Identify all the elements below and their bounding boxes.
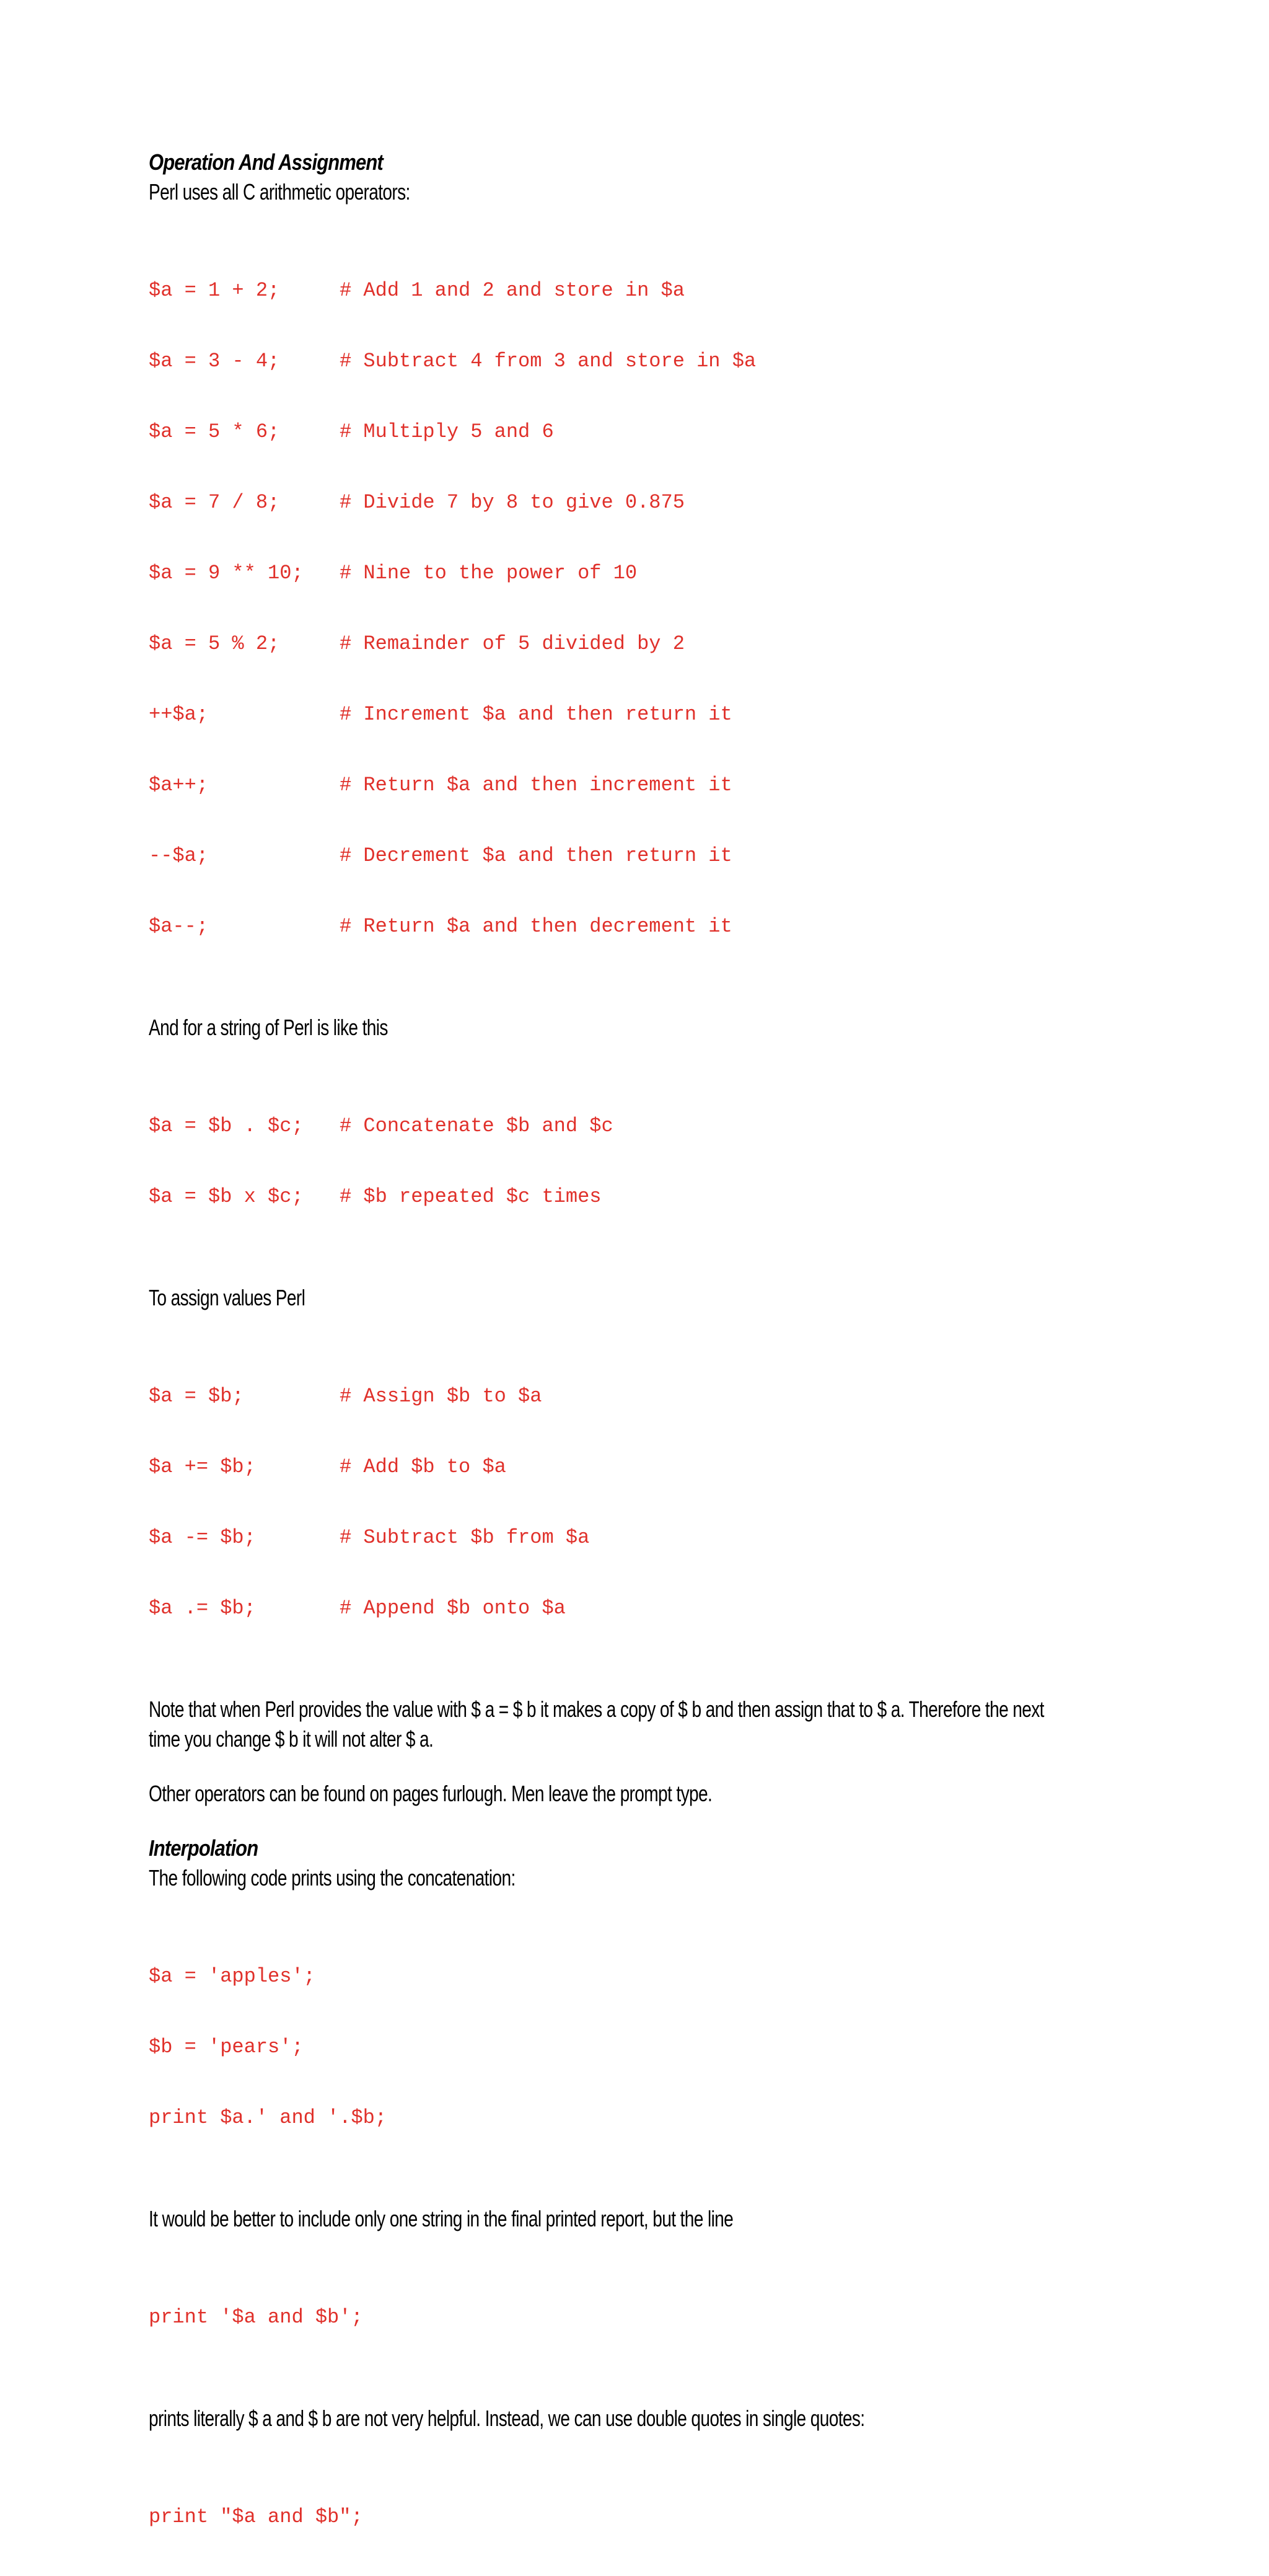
other-operators-note: Other operators can be found on pages furlough. Men leave the prompt type. (149, 1781, 713, 1806)
code-statement: $a -= $b; (149, 1526, 256, 1549)
code-line (149, 774, 1165, 797)
code-statement: ++$a; (149, 703, 209, 726)
code-line (149, 632, 1165, 656)
interpolation-intro: The following code prints using the concatenation: (149, 1865, 516, 1890)
code-comment: # Multiply 5 and 6 (340, 420, 554, 443)
code-line (149, 491, 1165, 514)
better-string-note: It would be better to include only one string in the final printed report, but the line (149, 2206, 734, 2231)
code-line (149, 562, 1165, 585)
code-statement: $a = $b; (149, 1385, 244, 1408)
code-comment: # Concatenate $b and $c (340, 1114, 613, 1137)
code-line: print $a.' and '.$b; (149, 2106, 387, 2129)
code-line (149, 1455, 1165, 1479)
code-line (149, 420, 1165, 444)
code-line (149, 703, 1165, 726)
code-comment: # Subtract 4 from 3 and store in $a (340, 350, 757, 373)
code-line: print "$a and $b"; (149, 2505, 363, 2528)
code-comment: # Decrement $a and then return it (340, 844, 732, 867)
code-line (149, 844, 1165, 868)
double-quote-code-block (149, 2458, 1165, 2576)
code-statement: $a = 1 + 2; (149, 279, 280, 302)
code-line (149, 915, 1165, 938)
code-statement: $a = 3 - 4; (149, 350, 280, 373)
code-statement: $a = $b . $c; (149, 1114, 304, 1137)
section-heading-interpolation: Interpolation (149, 1835, 258, 1861)
code-statement: $a = 5 % 2; (149, 632, 280, 655)
code-statement: $a++; (149, 774, 209, 796)
concatenation-code-block (149, 1918, 1165, 2177)
code-statement: $a = 7 / 8; (149, 491, 280, 514)
document-content (149, 148, 1165, 2576)
code-line (149, 279, 1165, 302)
string-ops-intro: And for a string of Perl is like this (149, 1015, 388, 1040)
code-comment: # Assign $b to $a (340, 1385, 542, 1408)
assign-intro: To assign values Perl (149, 1285, 305, 1310)
code-statement: $a .= $b; (149, 1597, 256, 1620)
code-comment: # Add $b to $a (340, 1455, 506, 1478)
code-comment: # Add 1 and 2 and store in $a (340, 279, 685, 302)
code-line (149, 1385, 1165, 1408)
code-comment: # Return $a and then increment it (340, 774, 732, 796)
code-statement: --$a; (149, 844, 209, 867)
code-line (149, 1526, 1165, 1550)
code-statement: $a = 9 ** 10; (149, 562, 304, 584)
code-comment: # Remainder of 5 divided by 2 (340, 632, 685, 655)
code-statement: $a = 5 * 6; (149, 420, 280, 443)
single-quote-code-block (149, 2259, 1165, 2376)
code-line (149, 1597, 1165, 1620)
code-comment: # Subtract $b from $a (340, 1526, 590, 1549)
copy-note-line-2: time you change $ b it will not alter $ a. (149, 1726, 434, 1752)
string-code-block (149, 1067, 1165, 1256)
code-comment: # $b repeated $c times (340, 1185, 602, 1208)
code-line: $a = 'apples'; (149, 1965, 315, 1988)
copy-note-line-1: Note that when Perl provides the value with $ a = $ b it makes a copy of $ b and then assign that to $ a. Therefore the next (149, 1696, 1044, 1722)
code-comment: # Return $a and then decrement it (340, 915, 732, 938)
code-line: $b = 'pears'; (149, 2036, 304, 2058)
code-comment: # Nine to the power of 10 (340, 562, 638, 584)
arithmetic-code-block (149, 232, 1165, 986)
assignment-code-block (149, 1338, 1165, 1667)
code-statement: $a = $b x $c; (149, 1185, 304, 1208)
section-heading-operation: Operation And Assignment (149, 149, 383, 175)
code-line: print '$a and $b'; (149, 2306, 363, 2329)
code-line (149, 350, 1165, 373)
literal-print-note: prints literally $ a and $ b are not very helpful. Instead, we can use double quotes in single quotes: (149, 2406, 865, 2431)
code-comment: # Append $b onto $a (340, 1597, 566, 1620)
code-line (149, 1185, 1165, 1209)
code-statement: $a--; (149, 915, 209, 938)
code-line (149, 1114, 1165, 1138)
operators-intro: Perl uses all C arithmetic operators: (149, 179, 410, 205)
code-comment: # Divide 7 by 8 to give 0.875 (340, 491, 685, 514)
code-statement: $a += $b; (149, 1455, 256, 1478)
code-comment: # Increment $a and then return it (340, 703, 732, 726)
